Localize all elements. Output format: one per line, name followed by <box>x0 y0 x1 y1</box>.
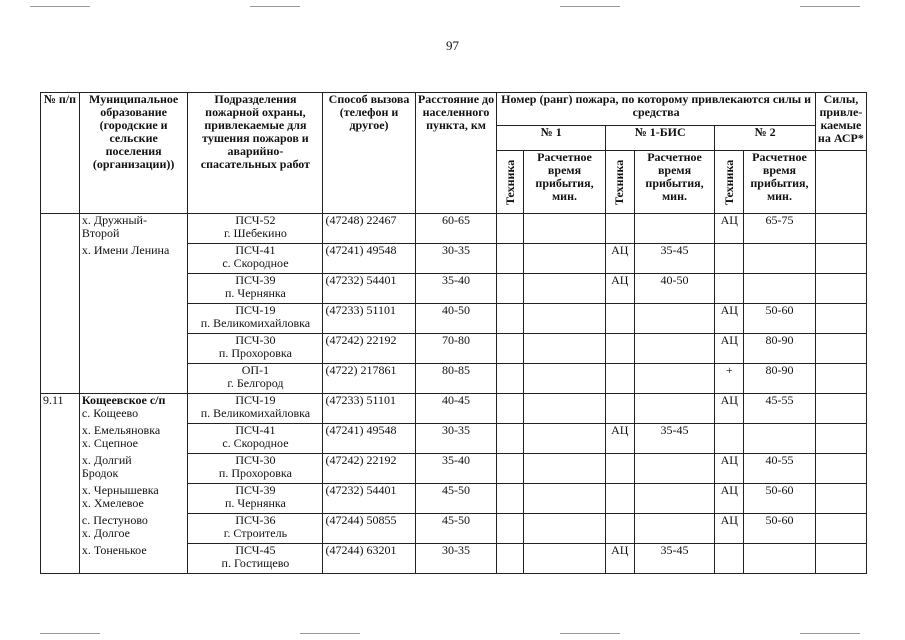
rank1-tech-cell <box>497 544 524 574</box>
rank1bis-tech-cell: АЦ <box>605 274 634 304</box>
rank1bis-time-cell <box>634 394 715 424</box>
unit-name: ОП-1 <box>241 363 270 377</box>
rank1bis-time-cell <box>634 484 715 514</box>
settlement: с. Кощеево <box>81 406 139 420</box>
scan-edge <box>40 633 100 634</box>
rank1bis-tech-cell: АЦ <box>605 244 634 274</box>
settlement: х. Хмелевое <box>81 496 144 510</box>
rank1-tech-cell <box>497 304 524 334</box>
settlement: х. Сцепное <box>81 436 138 450</box>
rank1bis-tech-cell <box>605 394 634 424</box>
phone-cell: (47232) 54401 <box>323 274 415 304</box>
rank2-time-cell: 50-60 <box>744 514 816 544</box>
table-row <box>41 274 867 304</box>
settlement: х. Тоненькое <box>81 543 147 557</box>
row-number <box>41 304 80 334</box>
settlement: х. Долгое <box>81 526 131 540</box>
rank1bis-time-cell <box>634 514 715 544</box>
rank1bis-tech-cell <box>605 334 634 364</box>
rank2-time-cell: 40-55 <box>744 454 816 484</box>
rank1-time-cell <box>524 544 606 574</box>
rank1-tech-cell <box>497 514 524 544</box>
distance-cell: 45-50 <box>415 484 497 514</box>
unit-cell <box>188 394 323 424</box>
unit-location: п. Прохоровка <box>218 466 292 480</box>
rank1bis-time-cell <box>634 334 715 364</box>
scan-edge <box>800 633 860 634</box>
row-number <box>41 274 80 304</box>
fire-resources-table <box>40 92 867 574</box>
rank2-tech-cell <box>715 424 744 454</box>
settlement: Бродок <box>81 466 119 480</box>
rank1-time-cell <box>524 484 606 514</box>
rank1bis-tech-cell <box>605 214 634 244</box>
header-time-1: Расчетное время прибытия, мин. <box>524 151 606 214</box>
rank2-tech-cell: АЦ <box>715 334 744 364</box>
asr-cell <box>815 334 866 364</box>
rank1-time-cell <box>524 454 606 484</box>
unit-cell <box>188 364 323 394</box>
rank1-time-cell <box>524 304 606 334</box>
header-rank: Номер (ранг) пожара, по которому привлекаются силы и средства <box>497 93 815 126</box>
municipality-cell <box>79 424 187 454</box>
unit-location: п. Гостищево <box>221 556 290 570</box>
distance-cell: 80-85 <box>415 364 497 394</box>
unit-location: п. Прохоровка <box>218 346 292 360</box>
phone-cell: (4722) 217861 <box>323 364 415 394</box>
rank1bis-tech-cell: АЦ <box>605 544 634 574</box>
rank1bis-tech-cell <box>605 364 634 394</box>
header-tech-1: Техника <box>497 151 524 214</box>
distance-cell: 45-50 <box>415 514 497 544</box>
unit-name: ПСЧ-19 <box>235 393 276 407</box>
table-row <box>41 484 867 514</box>
rank1-tech-cell <box>497 364 524 394</box>
rank2-tech-cell: + <box>715 364 744 394</box>
table-row <box>41 544 867 574</box>
unit-location: п. Великомихайловка <box>200 316 311 330</box>
unit-name: ПСЧ-39 <box>235 483 276 497</box>
rank1-tech-cell <box>497 274 524 304</box>
unit-name: ПСЧ-41 <box>235 243 276 257</box>
table-row <box>41 304 867 334</box>
phone-cell: (47232) 54401 <box>323 484 415 514</box>
unit-name: ПСЧ-39 <box>235 273 276 287</box>
rank1-time-cell <box>524 364 606 394</box>
municipality-cell <box>79 334 187 364</box>
table-row <box>41 514 867 544</box>
distance-cell: 40-50 <box>415 304 497 334</box>
asr-cell <box>815 214 866 244</box>
rank1-time-cell <box>524 214 606 244</box>
rank1bis-time-cell <box>634 454 715 484</box>
phone-cell: (47242) 22192 <box>323 454 415 484</box>
settlement: х. Дружный- <box>81 213 147 227</box>
rank2-time-cell: 50-60 <box>744 304 816 334</box>
municipality-cell <box>79 544 187 574</box>
unit-location: г. Строитель <box>223 526 288 540</box>
page-number: 97 <box>446 38 459 53</box>
rank1-tech-cell <box>497 214 524 244</box>
municipality-cell <box>79 274 187 304</box>
header-time-1bis: Расчетное время прибытия, мин. <box>634 151 715 214</box>
rank2-tech-cell <box>715 544 744 574</box>
rank1bis-time-cell: 40-50 <box>634 274 715 304</box>
table-row <box>41 454 867 484</box>
table-row <box>41 424 867 454</box>
phone-cell: (47242) 22192 <box>323 334 415 364</box>
asr-cell <box>815 394 866 424</box>
header-municipality: Муниципальное образование (городские и сельские поселения (организации)) <box>79 93 187 214</box>
unit-name: ПСЧ-30 <box>235 333 276 347</box>
municipality-name: Кощеевское с/п <box>81 393 166 407</box>
scan-edge <box>560 6 620 7</box>
rank2-time-cell: 50-60 <box>744 484 816 514</box>
distance-cell: 30-35 <box>415 544 497 574</box>
rank1-time-cell <box>524 244 606 274</box>
table-row <box>41 214 867 244</box>
settlement: х. Емельяновка <box>81 423 161 437</box>
rank1-tech-cell <box>497 424 524 454</box>
municipality-cell <box>79 364 187 394</box>
rank1bis-time-cell <box>634 364 715 394</box>
scan-edge <box>560 633 620 634</box>
unit-name: ПСЧ-36 <box>235 513 276 527</box>
row-number <box>41 484 80 514</box>
rank2-tech-cell: АЦ <box>715 394 744 424</box>
rank1-time-cell <box>524 394 606 424</box>
phone-cell: (47233) 51101 <box>323 394 415 424</box>
row-number <box>41 424 80 454</box>
unit-name: ПСЧ-45 <box>235 543 276 557</box>
unit-name: ПСЧ-41 <box>235 423 276 437</box>
row-number <box>41 454 80 484</box>
unit-cell <box>188 514 323 544</box>
municipality-cell <box>79 244 187 274</box>
asr-cell <box>815 544 866 574</box>
unit-location: п. Великомихайловка <box>200 406 311 420</box>
distance-cell: 40-45 <box>415 394 497 424</box>
scan-edge <box>800 6 860 7</box>
asr-cell <box>815 364 866 394</box>
asr-cell <box>815 274 866 304</box>
phone-cell: (47241) 49548 <box>323 244 415 274</box>
rank2-tech-cell: АЦ <box>715 454 744 484</box>
scan-edge <box>300 633 360 634</box>
rank1bis-tech-cell: АЦ <box>605 424 634 454</box>
distance-cell: 35-40 <box>415 454 497 484</box>
rank2-tech-cell <box>715 244 744 274</box>
asr-cell <box>815 304 866 334</box>
header-unit: Подразделения пожарной охраны, привлекаемые для тушения пожаров и аварийно-спасательных работ <box>188 93 323 214</box>
rank2-tech-cell: АЦ <box>715 514 744 544</box>
unit-cell <box>188 334 323 364</box>
unit-name: ПСЧ-19 <box>235 303 276 317</box>
rank1-tech-cell <box>497 394 524 424</box>
distance-cell: 30-35 <box>415 424 497 454</box>
rank1-tech-cell <box>497 454 524 484</box>
unit-cell <box>188 214 323 244</box>
rank2-time-cell <box>744 424 816 454</box>
unit-cell <box>188 424 323 454</box>
header-num: № п/п <box>41 93 80 214</box>
row-number <box>41 544 80 574</box>
unit-cell <box>188 274 323 304</box>
row-number: 9.11 <box>41 394 80 424</box>
header-distance: Расстояние до населенного пункта, км <box>415 93 497 214</box>
scan-edge <box>30 6 90 7</box>
header-call: Способ вызова (телефон и другое) <box>323 93 415 214</box>
settlement: х. Чернышевка <box>81 483 159 497</box>
rank2-time-cell <box>744 544 816 574</box>
header-asr: Силы, привле-каемые на АСР* <box>815 93 866 151</box>
distance-cell: 30-35 <box>415 244 497 274</box>
unit-location: п. Чернянка <box>224 286 286 300</box>
rank2-time-cell: 65-75 <box>744 214 816 244</box>
header-rank-2: № 2 <box>715 126 815 151</box>
header-time-2: Расчетное время прибытия, мин. <box>744 151 816 214</box>
header-rank-1bis: № 1-БИС <box>605 126 715 151</box>
settlement: х. Имени Ленина <box>81 243 170 257</box>
rank1bis-tech-cell <box>605 514 634 544</box>
rank1-tech-cell <box>497 484 524 514</box>
rank1-tech-cell <box>497 334 524 364</box>
row-number <box>41 364 80 394</box>
table-row <box>41 364 867 394</box>
municipality-cell <box>79 484 187 514</box>
rank2-time-cell: 80-90 <box>744 364 816 394</box>
unit-cell <box>188 244 323 274</box>
row-number <box>41 244 80 274</box>
rank2-time-cell <box>744 244 816 274</box>
rank2-tech-cell: АЦ <box>715 484 744 514</box>
unit-cell <box>188 484 323 514</box>
municipality-cell <box>79 304 187 334</box>
municipality-cell <box>79 394 187 424</box>
rank2-time-cell <box>744 274 816 304</box>
unit-location: п. Чернянка <box>224 496 286 510</box>
header-asr-empty <box>815 151 866 214</box>
rank1bis-time-cell <box>634 304 715 334</box>
asr-cell <box>815 514 866 544</box>
rank2-time-cell: 45-55 <box>744 394 816 424</box>
rank2-time-cell: 80-90 <box>744 334 816 364</box>
rank1-time-cell <box>524 334 606 364</box>
phone-cell: (47233) 51101 <box>323 304 415 334</box>
unit-name: ПСЧ-30 <box>235 453 276 467</box>
table-row <box>41 394 867 424</box>
rank2-tech-cell: АЦ <box>715 304 744 334</box>
rank1bis-time-cell: 35-45 <box>634 544 715 574</box>
rank1-time-cell <box>524 274 606 304</box>
phone-cell: (47248) 22467 <box>323 214 415 244</box>
distance-cell: 35-40 <box>415 274 497 304</box>
unit-name: ПСЧ-52 <box>235 213 276 227</box>
unit-cell <box>188 454 323 484</box>
asr-cell <box>815 244 866 274</box>
phone-cell: (47244) 63201 <box>323 544 415 574</box>
row-number <box>41 514 80 544</box>
row-number <box>41 214 80 244</box>
header-tech-1bis: Техника <box>605 151 634 214</box>
rank1bis-time-cell: 35-45 <box>634 424 715 454</box>
rank1bis-tech-cell <box>605 484 634 514</box>
rank2-tech-cell <box>715 274 744 304</box>
unit-cell <box>188 304 323 334</box>
rank1-time-cell <box>524 424 606 454</box>
unit-location: г. Белгород <box>227 376 284 390</box>
rank1-tech-cell <box>497 244 524 274</box>
table-row <box>41 334 867 364</box>
settlement: Второй <box>81 226 120 240</box>
phone-cell: (47244) 50855 <box>323 514 415 544</box>
table-body <box>41 214 867 574</box>
unit-cell <box>188 544 323 574</box>
municipality-cell <box>79 454 187 484</box>
rank1bis-time-cell <box>634 214 715 244</box>
asr-cell <box>815 424 866 454</box>
header-tech-2: Техника <box>715 151 744 214</box>
settlement: х. Долгий <box>81 453 132 467</box>
rank1-time-cell <box>524 514 606 544</box>
header-rank-1: № 1 <box>497 126 605 151</box>
municipality-cell <box>79 214 187 244</box>
settlement: с. Пестуново <box>81 513 148 527</box>
unit-location: с. Скородное <box>222 436 289 450</box>
rank1bis-time-cell: 35-45 <box>634 244 715 274</box>
phone-cell: (47241) 49548 <box>323 424 415 454</box>
rank1bis-tech-cell <box>605 304 634 334</box>
table-row <box>41 244 867 274</box>
rank1bis-tech-cell <box>605 454 634 484</box>
rank2-tech-cell: АЦ <box>715 214 744 244</box>
municipality-cell <box>79 514 187 544</box>
scan-edge <box>250 6 300 7</box>
asr-cell <box>815 454 866 484</box>
unit-location: с. Скородное <box>222 256 289 270</box>
distance-cell: 70-80 <box>415 334 497 364</box>
asr-cell <box>815 484 866 514</box>
unit-location: г. Шебекино <box>223 226 287 240</box>
row-number <box>41 334 80 364</box>
distance-cell: 60-65 <box>415 214 497 244</box>
